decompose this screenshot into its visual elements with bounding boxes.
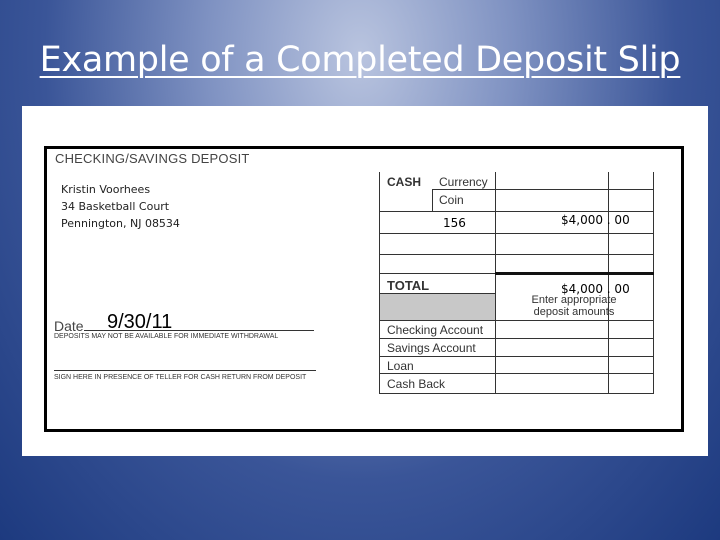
date-line xyxy=(84,330,314,331)
grid-line-7 xyxy=(379,320,654,321)
grid-line-9 xyxy=(379,356,654,357)
shaded-cell xyxy=(380,294,495,320)
address-line-city: Pennington, NJ 08534 xyxy=(61,217,180,230)
deposit-instruction: Enter appropriate deposit amounts xyxy=(531,294,617,318)
signature-line xyxy=(54,370,316,371)
deposit-slip xyxy=(44,146,684,432)
grid-line-2 xyxy=(379,211,654,212)
grid-middle-border xyxy=(495,172,496,394)
grid-left-border xyxy=(379,172,380,394)
date-value: 9/30/11 xyxy=(107,311,173,333)
grid-line-3 xyxy=(379,233,654,234)
cash-label: CASH xyxy=(387,175,422,189)
grid-line-4 xyxy=(379,254,654,255)
total-label: TOTAL xyxy=(387,278,430,293)
total-amount: $4,000 . 00 xyxy=(561,282,630,296)
date-label: Date xyxy=(54,318,84,334)
coin-label-divider xyxy=(432,189,433,211)
address-line-street: 34 Basketball Court xyxy=(61,200,170,213)
grid-line-10 xyxy=(379,373,654,374)
signature-notice: SIGN HERE IN PRESENCE OF TELLER FOR CASH RETURN FROM DEPOSIT xyxy=(54,374,307,381)
deposit-amount-grid xyxy=(379,172,655,394)
account-checking-label: Checking Account xyxy=(387,323,484,337)
grid-line-8 xyxy=(379,338,654,339)
availability-notice: DEPOSITS MAY NOT BE AVAILABLE FOR IMMEDIATE WITHDRAWAL xyxy=(54,333,279,340)
account-loan-label: Loan xyxy=(387,359,414,373)
slide-content-panel xyxy=(22,106,708,456)
grid-line-5 xyxy=(379,273,495,274)
currency-label: Currency xyxy=(439,175,488,189)
slip-heading: CHECKING/SAVINGS DEPOSIT xyxy=(55,151,250,166)
account-cashback-label: Cash Back xyxy=(387,377,446,391)
check-number: 156 xyxy=(443,216,466,230)
check-amount: $4,000 . 00 xyxy=(561,213,630,227)
grid-bottom-border xyxy=(379,393,654,394)
grid-line-1 xyxy=(432,189,654,190)
address-line-name: Kristin Voorhees xyxy=(61,183,151,196)
slide-title: Example of a Completed Deposit Slip xyxy=(39,40,681,80)
coin-label: Coin xyxy=(439,193,464,207)
account-savings-label: Savings Account xyxy=(387,341,476,355)
total-thick-line xyxy=(495,272,654,275)
grid-right-border xyxy=(653,172,654,394)
